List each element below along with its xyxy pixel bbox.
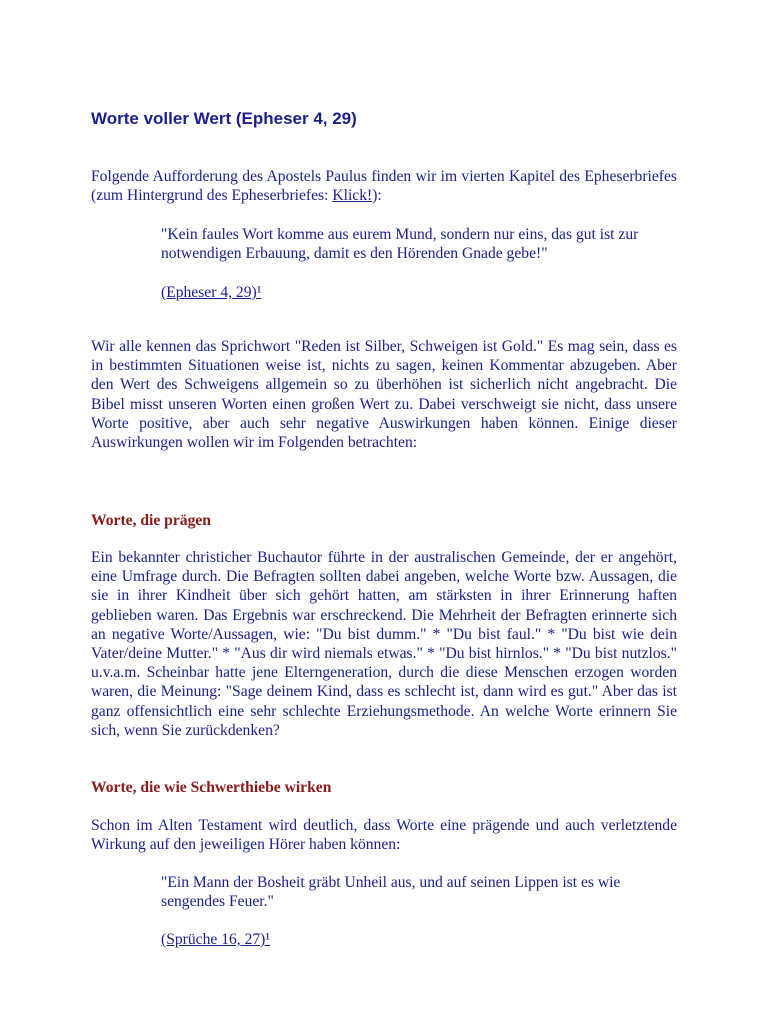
section-heading-shaping-words: Worte, die prägen	[91, 512, 211, 529]
reference-link-ephesians[interactable]: (Epheser 4, 29)¹	[161, 284, 262, 301]
background-link[interactable]: Klick!	[332, 187, 373, 205]
intro-paragraph	[91, 167, 677, 205]
section-heading-sword-words: Worte, die wie Schwerthiebe wirken	[91, 779, 332, 796]
bible-quote-proverbs: "Ein Mann der Bosheit gräbt Unheil aus, und auf seinen Lippen ist es wie sengendes Feuer."	[161, 874, 621, 911]
intro-text: Folgende Aufforderung des Apostels Paulus finden wir im vierten Kapitel des Epheserbriefes (zum Hintergrund des Epheserbriefes:	[91, 168, 677, 205]
page-title: Worte voller Wert (Epheser 4, 29)	[91, 109, 357, 128]
intro-body-paragraph: Wir alle kennen das Sprichwort "Reden ist Silber, Schweigen ist Gold." Es mag sein, dass es in bestimmten Situationen weise ist, nichts zu sagen, keinen Kommentar abzugeben. Aber den Wert des Schweigens allgemein so zu überhöhen ist sicherlich nicht angebracht. Die Bibel misst unseren Worten einen großen Wert zu. Dabei verschweigt sie nicht, dass unsere Worte positive, aber auch sehr negative Auswirkungen haben können. Einige dieser Auswirkungen wollen wir im Folgenden betrachten:	[91, 338, 677, 452]
section-paragraph-shaping-words: Ein bekannter christicher Buchautor führte in der australischen Gemeinde, der er angehört, eine Umfrage durch. Die Befragten sollten dabei angeben, welche Worte bzw. Aussagen, die sie in ihrer Kindheit über sich gehört hatten, am stärksten in ihrer Erinnerung haften geblieben waren. Das Ergebnis war erschreckend. Die Mehrheit der Befragten erinnerte sich an negative Worte/Aussagen, wie: "Du bist dumm." * "Du bist faul." * "Du bist wie dein Vater/deine Mutter." * "Aus dir wird niemals etwas." * "Du bist hirnlos." * "Du bist nutzlos." u.v.a.m. Scheinbar hatte jene Elterngeneration, durch die diese Menschen erzogen worden waren, die Meinung: "Sage deinem Kind, dass es schlecht ist, dann wird es gut." Aber das ist ganz offensichtlich eine sehr schlechte Erziehungsmethode. An welche Worte erinnern Sie sich, wenn Sie zurückdenken?	[91, 549, 677, 739]
section-paragraph-sword-words: Schon im Alten Testament wird deutlich, dass Worte eine prägende und auch verletztende Wirkung auf den jeweiligen Hörer haben können:	[91, 817, 677, 854]
bible-quote-ephesians: "Kein faules Wort komme aus eurem Mund, sondern nur eins, das gut ist zur notwendigen Erbauung, damit es den Hörenden Gnade gebe!"	[161, 226, 639, 263]
intro-text-end: ):	[372, 187, 382, 205]
reference-link-proverbs[interactable]: (Sprüche 16, 27)¹	[161, 931, 271, 948]
